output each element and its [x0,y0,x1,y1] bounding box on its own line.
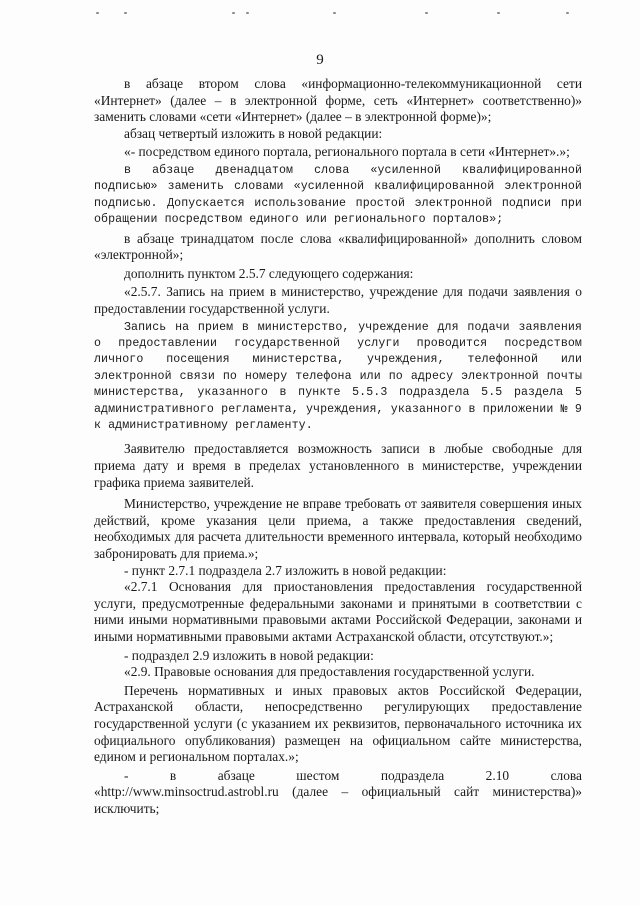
page-number: 9 [316,52,324,68]
paragraph-5: в абзаце тринадцатом после слова «квалифицированной» дополнить словом «электронной»; [94,230,582,263]
paragraph-1: в абзаце втором слова «информационно-телекоммуникационной сети «Интернет» (далее – в электронной форме, сеть «Интернет» соответственно)» заменить словами «сети «Интернет» (далее – в электронной форме)»; [94,76,582,125]
paragraph-15: Перечень нормативных и иных правовых актов Российской Федерации, Астраханской области, непосредственно регулирующих предоставление государственной услуги (с указанием их реквизитов, первоначального источника их официального опубликования) размещен на официальном сайте министерства, едином и региональном порталах.»; [94,682,582,765]
paragraph-2: абзац четвертый изложить в новой редакции: [124,125,383,141]
scan-speck [124,12,127,14]
paragraph-7: «2.5.7. Запись на прием в министерство, учреждение для подачи заявления о предоставлении государственной услуги. [94,284,582,316]
scan-speck [96,12,99,14]
paragraph-11: - пункт 2.7.1 подраздела 2.7 изложить в новой редакции: [124,562,447,578]
document-body [94,76,582,817]
scan-artifacts [0,12,640,22]
paragraph-12: «2.7.1 Основания для приостановления предоставления государственной услуги, предусмотренные федеральными законами и принятыми в соответствии с ними иными нормативными правовыми актами Российской Федерации, законами и иными нормативными правовыми актами Астраханской области, отсутствуют.»; [94,579,582,644]
scan-speck [333,12,336,14]
paragraph-13: - подраздел 2.9 изложить в новой редакции: [124,647,374,663]
paragraph-6: дополнить пунктом 2.5.7 следующего содержания: [124,265,414,281]
paragraph-8: Запись на прием в министерство, учреждение для подачи заявления о предоставлении государственной услуги проводится посредством личного посещения министерства, учреждения, телефонной или электронной связи по номеру телефона или по адресу электронной почты министерства, указанного в пункте 5.5.3 подраздела 5.5 раздела 5 административного регламента, учреждения, указанного в приложении № 9 к административному регламенту. [94,320,582,432]
paragraph-10: Министерство, учреждение не вправе требовать от заявителя совершения иных действий, кроме указания цели приема, а также предоставления сведений, необходимых для расчета длительности временного интервала, который необходимо забронировать для приема.»; [94,496,582,561]
scan-speck [566,12,569,14]
scan-speck [246,12,249,14]
paragraph-4: в абзаце двенадцатом слова «усиленной квалифицированной подписью» заменить словами «усиленной квалифицированной электронной подписью. Допускается использование простой электронной подписи при обращении посредством единого или регионального порталов»; [94,163,582,227]
paragraph-16: - в абзаце шестом подраздела 2.10 слова [124,767,582,783]
scan-speck [425,12,428,14]
scan-speck [497,12,500,14]
paragraph-3: «- посредством единого портала, регионального портала в сети «Интернет».»; [124,144,570,160]
paragraph-14: «2.9. Правовые основания для предоставления государственной услуги. [124,664,535,680]
paragraph-17: «http://www.minsoctrud.astrobl.ru (далее – официальный сайт министерства)» исключить; [94,784,582,816]
paragraph-9: Заявителю предоставляется возможность записи в любые свободные для приема дату и время в пределах установленного в министерстве, учреждении графика приема заявителей. [94,441,582,490]
scan-speck [232,12,235,14]
